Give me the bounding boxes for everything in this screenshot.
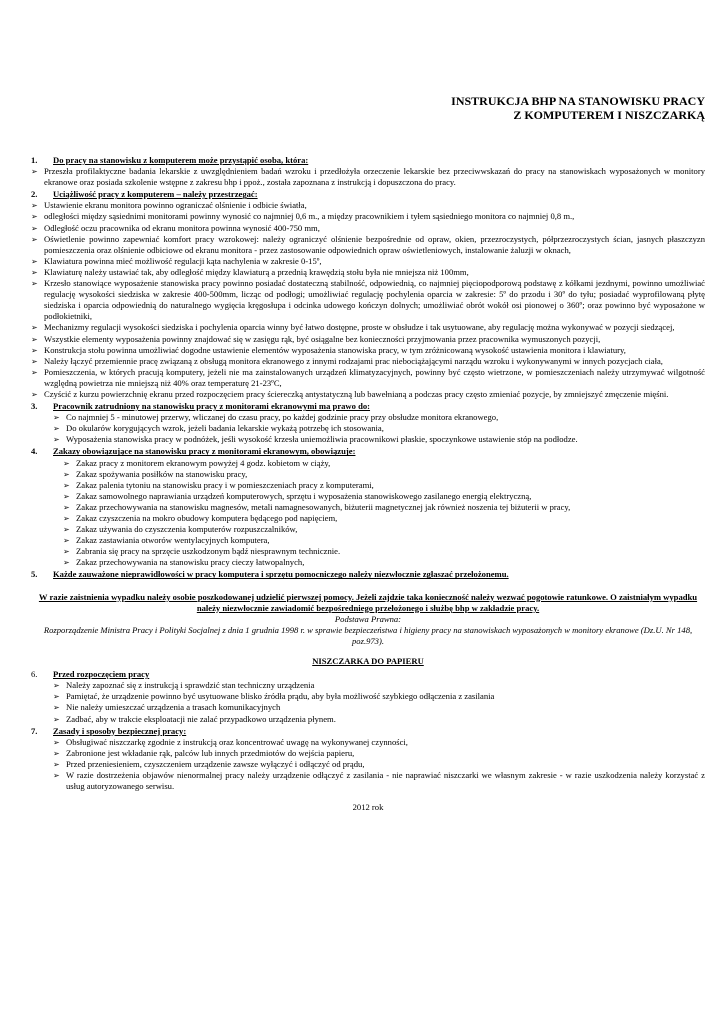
list-item: ➢ Mechanizmy regulacji wysokości siedziska i pochylenia oparcia winny być łatwo dostępne, proste w obsłudze i tak usytuowane, aby regulację można wykonywać w pozycji siedzącej, — [31, 322, 705, 333]
list-item: ➢ Nie należy umieszczać urządzenia a trasach komunikacyjnych — [31, 702, 705, 713]
legal-basis-text: Rozporządzenie Ministra Pracy i Polityki Socjalnej z dnia 1 grudnia 1998 r. w sprawie bezpieczeństwa i higieny pracy na stanowiskach wyposażonych w monitory ekranowe (Dz.U. Nr 148, poz.973). — [43, 624, 693, 646]
list-item: ➢ Klawiatura powinna mieć możliwość regulacji kąta nachylenia w zakresie 0-15º, — [31, 256, 705, 267]
section-3-list — [31, 412, 705, 445]
list-item: ➢ Zadbać, aby w trakcie eksploatacji nie zalać przypadkowo urządzenia płynem. — [31, 714, 705, 725]
list-item: ➢ Przed przeniesieniem, czyszczeniem urządzenie zawsze wyłączyć i odłączyć od prądu, — [31, 759, 705, 770]
list-item: ➢ Zakaz palenia tytoniu na stanowisku pracy i w pomieszczeniach pracy z komputerami, — [31, 480, 705, 491]
section-6-list — [31, 680, 705, 724]
list-item: ➢ Wyposażenia stanowiska pracy w podnóżek, jeśli wysokość krzesła uniemożliwia pracownikowi płaskie, spoczynkowe ustawienie stóp na podłodze. — [31, 434, 705, 445]
section-3-heading — [31, 401, 705, 412]
list-item: ➢ Zakaz czyszczenia na mokro obudowy komputera będącego pod napięciem, — [31, 513, 705, 524]
section-number: 3. — [31, 401, 38, 412]
section-title: Uciążliwość pracy z komputerem – należy przestrzegać: — [53, 189, 258, 200]
list-item: ➢ Zakaz spożywania posiłków na stanowisku pracy, — [31, 469, 705, 480]
section-title: Do pracy na stanowisku z komputerem może przystąpić osoba, która: — [53, 155, 309, 165]
section-4-heading — [31, 446, 705, 457]
list-item: ➢ Zakaz używania do czyszczenia komputerów rozpuszczalników, — [31, 524, 705, 535]
list-item: ➢ Pomieszczenia, w których pracują komputery, jeżeli nie ma zainstalowanych urządzeń klimatyzacyjnych, powinny być często wietrzone, w pomieszczeniach należy utrzymywać wilgotność względną powietrza nie mniejszą niż 40% oraz temperaturę 21-23ºC, — [31, 367, 705, 389]
section-title: Przed rozpoczęciem pracy — [53, 669, 150, 680]
legal-basis-heading: Podstawa Prawna: — [334, 613, 402, 624]
section-1-list — [31, 166, 705, 188]
list-item: ➢ Wszystkie elementy wyposażenia powinny znajdować się w zasięgu rąk, być osiągalne bez konieczności przyjmowania przez pracownika wymuszonych pozycji, — [31, 334, 705, 345]
list-item: ➢ Zakaz pracy z monitorem ekranowym powyżej 4 godz. kobietom w ciąży, — [31, 458, 705, 469]
list-item: ➢ Ustawienie ekranu monitora powinno ograniczać olśnienie i odbicie światła, — [31, 200, 705, 211]
list-item: ➢ Zakaz zastawiania otworów wentylacyjnych komputera, — [31, 535, 705, 546]
section-number: 6. — [31, 669, 38, 680]
title-line-2: Z KOMPUTEREM I NISZCZARKĄ — [513, 108, 705, 122]
list-item: ➢ Zakaz przechowywania na stanowisku pracy cieczy łatwopalnych, — [31, 557, 705, 568]
title-line-1: INSTRUKCJA BHP NA STANOWISKU PRACY — [451, 94, 705, 108]
list-item: ➢ Co najmniej 5 - minutowej przerwy, wliczanej do czasu pracy, po każdej godzinie pracy przy obsłudze monitora ekranowego, — [31, 412, 705, 423]
section-title: Każde zauważone nieprawidłowości w pracy komputera i sprzętu pomocniczego należy niezwłocznie zgłaszać przełożonemu. — [53, 569, 509, 580]
section-1-heading — [31, 155, 705, 166]
list-item: ➢ Krzesło stanowiące wyposażenie stanowiska pracy powinno posiadać dostateczną stabilność, odpowiednią, co najmniej pięciopodporową podstawę z kółkami jezdnymi, powinno umożliwiać regulację wysokości siedziska w zakresie 400-500mm, licząc od podłogi; umożliwiać regulację pochylenia oparcia w zakresie: 5º do przodu i 30º do tyłu; posiadać wyprofilowaną płytę siedziska i oparcia odpowiednią do naturalnego wygięcia kręgosłupa i odcinka udowego kończyn dolnych; umożliwiać obrót wokół osi pionowej o 360º; oraz powinno być wyposażone w podłokietniki, — [31, 278, 705, 322]
list-item: ➢ Czyścić z kurzu powierzchnię ekranu przed rozpoczęciem pracy ściereczką antystatyczną lub bawełnianą a podczas pracy często zmieniać pozycje, by zmniejszyć zmęczenie mięśni. — [31, 389, 705, 400]
list-item: ➢ W razie dostrzeżenia objawów nienormalnej pracy należy urządzenie odłączyć z zasilania - nie naprawiać niszczarki we własnym zakresie - w razie uszkodzenia należy korzystać z usług autoryzowanego serwisu. — [31, 770, 705, 792]
section-title: Pracownik zatrudniony na stanowisku pracy z monitorami ekranowymi ma prawo do: — [53, 401, 371, 412]
list-item: ➢ Pamiętać, że urządzenie powinno być usytuowane blisko źródła prądu, aby była możliwość szybkiego odłączenia z zasilania — [31, 691, 705, 702]
section-number: 7. — [31, 725, 38, 736]
section-2-heading — [31, 189, 705, 200]
list-item: ➢ Odległość oczu pracownika od ekranu monitora powinna wynosić 400-750 mm, — [31, 223, 705, 234]
accident-warning: W razie zaistnienia wypadku należy osobie poszkodowanej udzielić pierwszej pomocy. Jeżeli zajdzie taka konieczność należy wezwać pogotowie ratunkowe. O zaistniałym wypadku należy niezwłocznie zawiadomić bezpośredniego przełożonego i służbę bhp w zakładzie pracy. — [38, 591, 698, 613]
list-item: ➢ odległości między sąsiednimi monitorami powinny wynosić co najmniej 0,6 m., a między pracownikiem i tyłem sąsiedniego monitora co najmniej 0,8 m., — [31, 211, 705, 222]
list-item: ➢ Zabrania się pracy na sprzęcie uszkodzonym bądź niesprawnym technicznie. — [31, 546, 705, 557]
list-item: ➢ Zakaz samowolnego naprawiania urządzeń komputerowych, sprzętu i wyposażenia stanowiskowego zasilanego energią elektryczną, — [31, 491, 705, 502]
list-item: ➢ Zakaz przechowywania na stanowisku magnesów, metali namagnesowanych, biżuterii magnetycznej jak również noszenia tej biżuterii w pracy, — [31, 502, 705, 513]
section-number: 5. — [31, 569, 38, 580]
section-number: 1. — [31, 155, 38, 165]
document-title — [31, 94, 705, 122]
list-item: ➢ Klawiaturę należy ustawiać tak, aby odległość między klawiaturą a przednią krawędzią stołu była nie mniejsza niż 100mm, — [31, 267, 705, 278]
list-item: ➢ Oświetlenie powinno zapewniać komfort pracy wzrokowej: należy ograniczyć olśnienie bezpośrednie od opraw, okien, przezroczystych, półprzezroczystych ścian, jasnych płaszczyzn pomieszczenia oraz olśnienie odbiciowe od ekranu monitora - przez zastosowanie odpowiednich opraw oświetleniowych, instalowanie żaluzji w oknach, — [31, 234, 705, 256]
document-page — [31, 94, 705, 813]
section-2-list — [31, 200, 705, 400]
section-title: Zasady i sposoby bezpiecznej pracy: — [53, 725, 187, 736]
list-item: ➢ Przeszła profilaktyczne badania lekarskie z uwzględnieniem badań wzroku i przedłożyła orzeczenie lekarskie bez przeciwwskazań do pracy na stanowiskach wyposażonych w monitory ekranowe oraz posiada szkolenie wstępne z zakresu bhp i ppoż., została zapoznana z instrukcją i dopuszczona do pracy. — [31, 166, 705, 188]
footer-year: 2012 rok — [352, 802, 384, 813]
section-6-heading — [31, 669, 705, 680]
section-number: 2. — [31, 189, 38, 200]
list-item: ➢ Obsługiwać niszczarkę zgodnie z instrukcją oraz koncentrować uwagę na wykonywanej czynności, — [31, 737, 705, 748]
shredder-section-title: NISZCZARKA DO PAPIERU — [312, 656, 424, 667]
list-item: ➢ Należy zapoznać się z instrukcją i sprawdzić stan techniczny urządzenia — [31, 680, 705, 691]
section-title: Zakazy obowiązujące na stanowisku pracy z monitorami ekranowym, obowiązuje: — [53, 446, 356, 457]
section-7-list — [31, 737, 705, 792]
list-item: ➢ Należy łączyć przemiennie pracę związaną z obsługą monitora ekranowego z innymi rodzajami prac niebociążającymi narządu wzroku i wykonywanymi w innych pozycjach ciała, — [31, 356, 705, 367]
section-5-heading — [31, 569, 705, 580]
list-item: ➢ Konstrukcja stołu powinna umożliwiać dogodne ustawienie elementów wyposażenia stanowiska pracy, w tym zróżnicowaną wysokość ustawienia monitora i klawiatury, — [31, 345, 705, 356]
list-item: ➢ Zabronione jest wkładanie rąk, palców lub innych przedmiotów do wejścia papieru, — [31, 748, 705, 759]
section-7-heading — [31, 726, 705, 737]
list-item: ➢ Do okularów korygujących wzrok, jeżeli badania lekarskie wykażą potrzebę ich stosowania, — [31, 423, 705, 434]
section-4-list — [31, 458, 705, 569]
section-number: 4. — [31, 446, 38, 457]
